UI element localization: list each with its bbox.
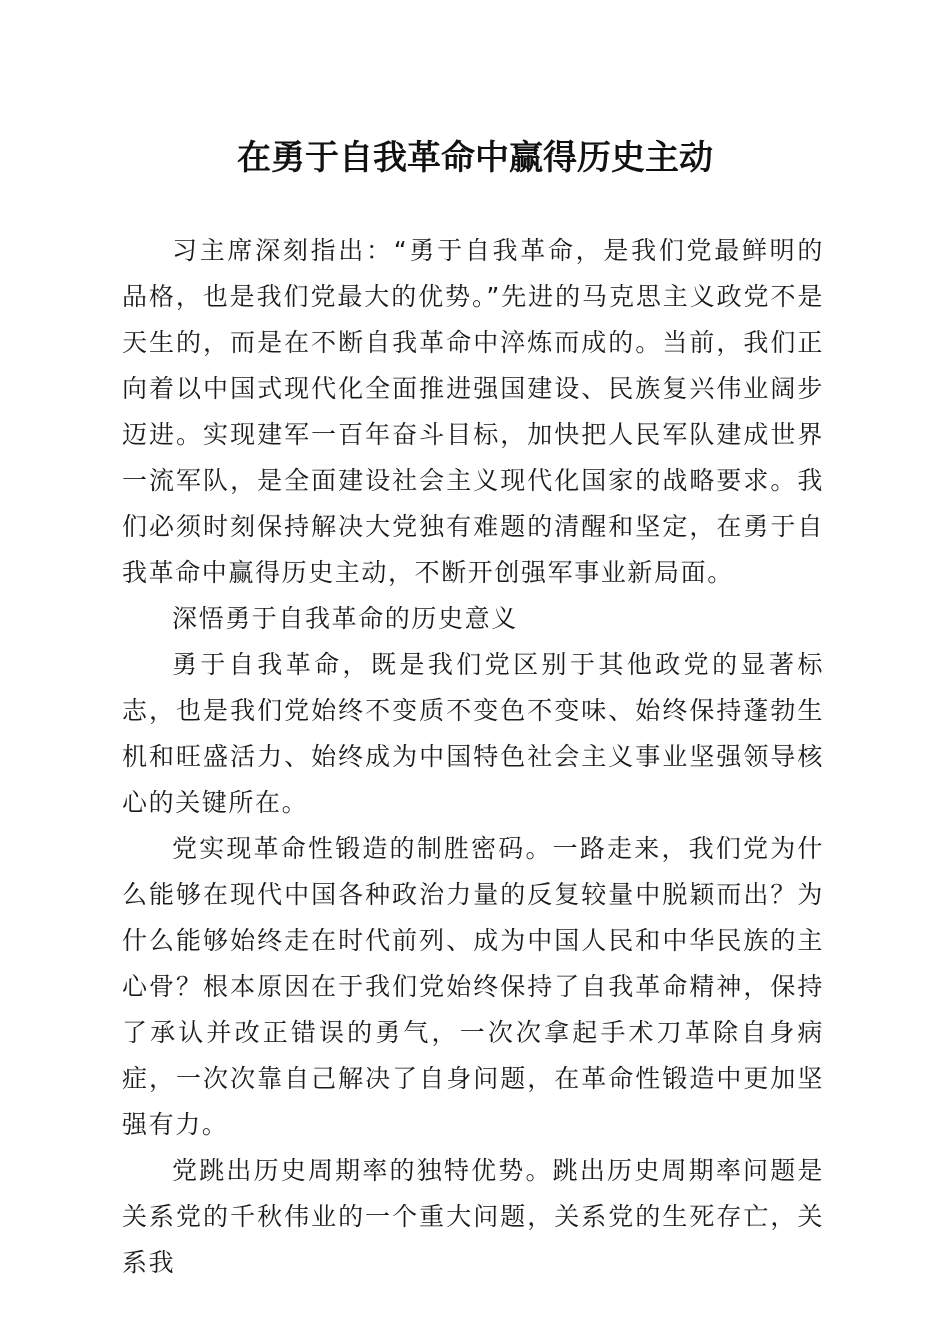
- paragraph: 党实现革命性锻造的制胜密码。一路走来，我们党为什么能够在现代中国各种政治力量的反复较量中脱颖而出？为什么能够始终走在时代前列、成为中国人民和中华民族的主心骨？根本原因在于我们党始终保持了自我革命精神，保持了承认并改正错误的勇气，一次次拿起手术刀革除自身病症，一次次靠自己解决了自身问题，在革命性锻造中更加坚强有力。: [122, 834, 824, 1139]
- paragraph: 勇于自我革命，既是我们党区别于其他政党的显著标志，也是我们党始终不变质不变色不变味、始终保持蓬勃生机和旺盛活力、始终成为中国特色社会主义事业坚强领导核心的关键所在。: [122, 650, 824, 817]
- paragraph: 党跳出历史周期率的独特优势。跳出历史周期率问题是关系党的千秋伟业的一个重大问题，关系党的生死存亡，关系我: [122, 1156, 824, 1277]
- document-body: [122, 228, 824, 1286]
- paragraph-intro: 习主席深刻指出：“勇于自我革命，是我们党最鲜明的品格，也是我们党最大的优势。”先进的马克思主义政党不是天生的，而是在不断自我革命中淬炼而成的。当前，我们正向着以中国式现代化全面推进强国建设、民族复兴伟业阔步迈进。实现建军一百年奋斗目标，加快把人民军队建成世界一流军队，是全面建设社会主义现代化国家的战略要求。我们必须时刻保持解决大党独有难题的清醒和坚定，在勇于自我革命中赢得历史主动，不断开创强军事业新局面。: [122, 236, 824, 587]
- document-title: 在勇于自我革命中赢得历史主动: [237, 138, 713, 178]
- section-heading: 深悟勇于自我革命的历史意义: [172, 604, 518, 633]
